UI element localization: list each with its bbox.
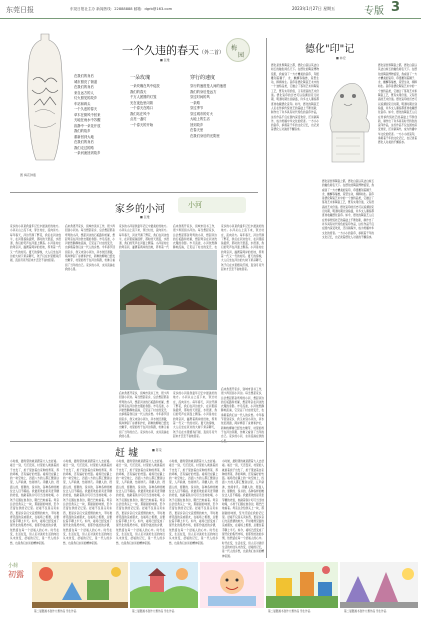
divider xyxy=(10,192,258,193)
divider xyxy=(10,441,264,442)
river-para-4: 后来我离开家乡，到城市读书工作，很少再回到小河边。每当想起家乡，总会想起那条弯弯的小河，想起河边的石板路和老屋，想起母亲在河边洗衣服的身影。岁月流逝，小河依然静静地流淌，它见证了村庄的变迁，也 xyxy=(173,225,217,250)
kids-label-a: 小荷 xyxy=(8,563,19,569)
poem-line: 在我们身后的光阴里 xyxy=(190,133,220,138)
badge-line2: 园 xyxy=(238,52,245,59)
poem-line: 穿过季节 xyxy=(190,106,204,110)
seal-text-1: 德化是世界陶瓷之都，德化白瓷以其洁白如玉的釉色闻名天下。在德化的陶瓷博物馆里，我看到了一方方精美的瓷印，印纽雕刻着狮子、龙、麒麟等瑞兽，造型生动，栩栩如生。瓷印是德化陶瓷艺术中的一个独特品类，它融合了篆刻艺术和陶瓷工艺，既有实用价值，又有很高的艺术价值。德化瓷印的历史可以追溯到宋元时期，明清时期达到鼎盛，许多文人墨客都喜欢收藏德化瓷印。如今，德化的陶瓷艺人们在传承传统技艺的基础上不断创新，制作出了许多具有时代特色的瓷印作品，这些作品不仅在国内深受欢迎，还远销海外，成为传播中华文化的使者。一方小小的瓷印，承载着千年的文化记忆，也记录着德化人对美的不懈追求。 xyxy=(271,64,319,132)
river-para-3: 家乡的小河是我童年记忆中最美好的地方。小河从山上流下来，穿过村庄，流向远方。每年春天，河边开满了野花，我们在河边放牛，在河里摸鱼捉虾，那时的天很蓝，水很清，我们的笑声在河面上飘荡。小河是村庄的母亲河，灌溉着两岸的田地，养育着一代 xyxy=(119,225,169,250)
poem-line: 一朵玫瑰在风中绽放 xyxy=(130,84,160,88)
seal-text-2: 德化是世界陶瓷之都，德化白瓷以其洁白如玉的釉色闻名天下。在德化的陶瓷博物馆里，我看到了一方方精美的瓷印，印纽雕刻着狮子、龙、麒麟等瑞兽，造型生动，栩栩如生。瓷印是德化陶瓷艺术中的一个独特品类，它融合了篆刻艺术和陶瓷工艺，既有实用价值，又有很高的艺术价值。德化瓷印的历史可以追溯到宋元时期，明清时期达到鼎盛，许多文人墨客都喜欢收藏德化瓷印。如今，德化的陶瓷艺人们在传承传统技艺的基础上不断创新，制作出了许多具有时代特色的瓷印作品，这些作品不仅在国内深受欢迎，还远销海外，成为传播中华文化的使者。一方小小的瓷印，承载着千年的文化记忆，也记录着德化人对美的不懈追求。 xyxy=(322,180,374,239)
poem-line: 天地在雨水中苏醒 xyxy=(74,118,101,122)
poem-line: 重新回到大地 xyxy=(74,134,94,139)
poem-col3-title: 穿行的速度 xyxy=(190,75,216,81)
poem-line: 在春天里 xyxy=(190,128,204,132)
header-date: 2023年1月27日 星期五 xyxy=(292,6,336,11)
poem-main-title-text: 一个久违的春天 xyxy=(122,44,199,57)
kids-caption: 第二届图画书创作大赛作品 学生作品 xyxy=(268,610,311,613)
seal-text-3: 德化是世界陶瓷之都，德化白瓷以其洁白如玉的釉色闻名天下。在德化的陶瓷博物馆里，我看到了一方方精美的瓷印，印纽雕刻着狮子、龙、麒麟等瑞兽，造型生动，栩栩如生。瓷印是德化陶瓷艺术中的一个独特品类，它融合了篆刻艺术和陶瓷工艺，既有实用价值，又有很高的艺术价值。德化瓷印的历史可以追溯到宋元时期，明清时期达到鼎盛，许多文人墨客都喜欢收藏德化瓷印。如今，德化的陶瓷艺人们在传承传统技艺的基础上不断创新，制作出了许多具有时代特色的瓷印作品，这些作品不仅在国内深受欢迎，还远销海外，成为传播中华文化的使者。一方小小的瓷印，承载着千年的文化记忆，也记录着德化人对美的不懈追求。 xyxy=(378,64,417,145)
poem-line: 城市照亮了街道 xyxy=(74,79,98,84)
kids-drawing xyxy=(32,562,128,608)
market-text-3: 小时候，最盼望的就是跟着大人去赶墟。墟日一到，天还没亮，村里的人就挑着担子出发了，担子里装着自家种的青菜、养的鸡鸭，还有编好的竹篮。墟场设在镇上的一块空地上，四面八方的人都汇聚到这里，人声鼎沸，热闹非凡。卖糖人的、捏面人的、耍猴的、说书的，各种各样的摊位让人目不暇接。我最喜欢的是卖麦芽糖的老伯，他敲着铁片叮叮当当地吆喝，小孩子们围在他身边，眼巴巴地看着。母亲总会给我买上一块，那甜甜的味道，至今还留在我的记忆里。赶墟不仅是买卖东西，更是乡亲们交流感情的地方，平时难得见面的亲戚朋友，在墟场上相遇，总要拉着手聊上半天。如今，墟场已经变成了现代化的集贸市场，但那份浓浓的乡情，依然留在每一个赶墟人的心中。时代在变，生活在变，但人们对美好生活的向往从未改变，赶墟的记忆，是一代人的乡愁，也是我们永远的精神家园。 xyxy=(116,460,165,545)
poem-col2 xyxy=(130,84,182,128)
page-header xyxy=(0,0,421,19)
kids-drawing xyxy=(340,562,418,608)
poem-main-title-suffix: （外二首） xyxy=(199,50,225,56)
poem-col3 xyxy=(190,84,252,139)
river-stamp-text: 小河 xyxy=(188,201,202,209)
seal-photo xyxy=(322,66,374,176)
kids-drawing xyxy=(266,562,338,608)
badge-line1: 梅 xyxy=(231,45,238,52)
kids-caption: 第二届图画书创作大赛作品 学生作品 xyxy=(132,610,175,613)
poem-line: 草木在微风中回来 xyxy=(74,112,101,117)
river-photo xyxy=(120,250,217,390)
poem-line: 在我们的身后 xyxy=(74,140,94,144)
poem-line: 千万人团圆的灯笼 xyxy=(130,95,157,99)
poem-line: 来自远方的人 xyxy=(74,90,94,95)
poem-line: 在我们的身后 xyxy=(74,85,94,89)
kids-label xyxy=(8,562,28,606)
poem-line: 点亮一盏灯 xyxy=(130,117,147,121)
vase-image xyxy=(26,30,64,170)
kids-label-b: 初露 xyxy=(8,570,24,579)
poem-main-title xyxy=(122,42,224,58)
poem-line: 灯火照见的故乡 xyxy=(74,96,98,100)
poem-line: 光在夜色里闪烁 xyxy=(130,100,154,105)
vase-caption: 图 梅花钟瓶 xyxy=(20,173,36,177)
page-number: 3 xyxy=(391,0,401,15)
poem-line: 一条河流回到故乡 xyxy=(74,151,101,155)
market-text-2: 小时候，最盼望的就是跟着大人去赶墟。墟日一到，天还没亮，村里的人就挑着担子出发了，担子里装着自家种的青菜、养的鸡鸭，还有编好的竹篮。墟场设在镇上的一块空地上，四面八方的人都汇聚到这里，人声鼎沸，热闹非凡。卖糖人的、捏面人的、耍猴的、说书的，各种各样的摊位让人目不暇接。我最喜欢的是卖麦芽糖的老伯，他敲着铁片叮叮当当地吆喝，小孩子们围在他身边，眼巴巴地看着。母亲总会给我买上一块，那甜甜的味道，至今还留在我的记忆里。赶墟不仅是买卖东西，更是乡亲们交流感情的地方，平时难得见面的亲戚朋友，在墟场上相遇，总要拉着手聊上半天。如今，墟场已经变成了现代化的集贸市场，但那份浓浓的乡情，依然留在每一个赶墟人的心中。时代在变，生活在变，但人们对美好生活的向往从未改变，赶墟的记忆，是一代人的乡愁，也是我们永远的精神家园。 xyxy=(63,460,112,545)
poem-line: 穿过时间的风 xyxy=(190,95,210,99)
poem-line: 我们的春天 xyxy=(130,89,147,94)
river-para-5: 家乡的小河是我童年记忆中最美好的地方。小河从山上流下来，穿过村庄，流向远方。每年春天，河边开满了野花，我们在河边放牛，在河里摸鱼捉虾，那时的天很蓝，水很清，我们的笑声在河面上飘荡。小河是村庄的母亲河，灌溉着两岸的田地，养育着一代又一代的村民。夏天的傍晚，大人们坐在河边的大树下乘凉聊天，孩子们在水里嬉戏打闹，直到月亮升起来才恋恋不舍地回家。 xyxy=(221,225,264,271)
masthead: 东莞日报 xyxy=(6,6,34,14)
column-divider xyxy=(266,38,267,558)
header-info: 东莞日报社主办 新闻热线：22888888 邮箱：dgrb@163.com xyxy=(70,7,173,11)
poem-line: 在我们的身后 xyxy=(74,74,94,78)
poem-line: 回到故乡 xyxy=(190,122,204,127)
river-para-2: 后来我离开家乡，到城市读书工作，很少再回到小河边。每当想起家乡，总会想起那条弯弯的小河，想起河边的石板路和老屋，想起母亲在河边洗衣服的身影。岁月流逝，小河依然静静地流淌，它见证了村庄的变迁，也承载着我们这一代人的乡愁。今年春节回到家乡，我又来到小河边，河水依旧清澈，两岸修起了步道和护栏，新种的柳树已经发出嫩芽，村里的孩子在河边奔跑，仿佛又看到了当年的自己。家乡的小河，永远流淌在我的心里。 xyxy=(65,225,115,271)
poem-line: 我们的故乡 xyxy=(74,129,91,133)
poem-author: ■ 张维 xyxy=(160,58,170,62)
kids-drawing xyxy=(130,562,198,608)
market-title: 赶 墟 xyxy=(115,448,139,459)
market-text-4: 小时候，最盼望的就是跟着大人去赶墟。墟日一到，天还没亮，村里的人就挑着担子出发了，担子里装着自家种的青菜、养的鸡鸭，还有编好的竹篮。墟场设在镇上的一块空地上，四面八方的人都汇聚到这里，人声鼎沸，热闹非凡。卖糖人的、捏面人的、耍猴的、说书的，各种各样的摊位让人目不暇接。我最喜欢的是卖麦芽糖的老伯，他敲着铁片叮叮当当地吆喝，小孩子们围在他身边，眼巴巴地看着。母亲总会给我买上一块，那甜甜的味道，至今还留在我的记忆里。赶墟不仅是买卖东西，更是乡亲们交流感情的地方，平时难得见面的亲戚朋友，在墟场上相遇，总要拉着手聊上半天。如今，墟场已经变成了现代化的集贸市场，但那份浓浓的乡情，依然留在每一个赶墟人的心中。时代在变，生活在变，但人们对美好生活的向往从未改变，赶墟的记忆，是一代人的乡愁，也是我们永远的精神家园。 xyxy=(169,460,218,545)
poem-line: 我们的身后是远方 xyxy=(190,89,217,94)
poem-line: 穿过城市的灯火 xyxy=(190,111,214,116)
kids-caption: 第二届图画书创作大赛作品 学生作品 xyxy=(34,610,77,613)
river-para-6: 后来我离开家乡，到城市读书工作，很少再回到小河边。每当想起家乡，总会想起那条弯弯的小河，想起河边的石板路和老屋，想起母亲在河边洗衣服的身影。岁月流逝，小河依然静静地流淌，它见证了村庄的变迁，也承载着我们这一代人的乡愁。今年春节回到家乡，我又来到小河边，河水依旧清澈，两岸修起了步道和护栏，新种的柳树已经发出嫩芽，村里的孩子在河边奔跑，仿佛又看到了当年的自己。家乡的小河，永远流淌在我的心里。 xyxy=(119,392,169,438)
kids-caption: 第二届图画书创作大赛作品 学生作品 xyxy=(344,610,387,613)
river-author: ■ 张维 xyxy=(140,215,150,219)
poem-left-column xyxy=(74,74,124,157)
river-para-8: 后来我离开家乡，到城市读书工作，很少再回到小河边。每当想起家乡，总会想起那条弯弯的小河，想起河边的石板路和老屋，想起母亲在河边洗衣服的身影。岁月流逝，小河依然静静地流淌，它见证了村庄的变迁，也承载着我们这一代人的乡愁。今年春节回到家乡，我又来到小河边，河水依旧清澈，两岸修起了步道和护栏，新种的柳树已经发出嫩芽，村里的孩子在河边奔跑，仿佛又看到了当年的自己。家乡的小河，永远流淌在我的心里。 xyxy=(221,388,264,443)
plum-badge xyxy=(226,38,250,62)
river-para-1: 家乡的小河是我童年记忆中最美好的地方。小河从山上流下来，穿过村庄，流向远方。每年春天，河边开满了野花，我们在河边放牛，在河里摸鱼捉虾，那时的天很蓝，水很清，我们的笑声在河面上飘荡。小河是村庄的母亲河，灌溉着两岸的田地，养育着一代又一代的村民。夏天的傍晚，大人们坐在河边的大树下乘凉聊天，孩子们在水里嬉戏打闹，直到月亮升起来才恋恋不舍地回家。 xyxy=(10,225,61,263)
poem-line: 一个春天的开始 xyxy=(130,122,154,127)
seal-title: 德化"印"记 xyxy=(305,44,355,55)
poem-line: 我们站在风中 xyxy=(130,111,150,116)
poem-line: 车站和码头 xyxy=(74,101,91,106)
market-author: ■ 陈景 xyxy=(152,448,162,452)
market-text-5: 小时候，最盼望的就是跟着大人去赶墟。墟日一到，天还没亮，村里的人就挑着担子出发了，担子里装着自家种的青菜、养的鸡鸭，还有编好的竹篮。墟场设在镇上的一块空地上，四面八方的人都汇聚到这里，人声鼎沸，热闹非凡。卖糖人的、捏面人的、耍猴的、说书的，各种各样的摊位让人目不暇接。我最喜欢的是卖麦芽糖的老伯，他敲着铁片叮叮当当地吆喝，小孩子们围在他身边，眼巴巴地看着。母亲总会给我买上一块，那甜甜的味道，至今还留在我的记忆里。赶墟不仅是买卖东西，更是乡亲们交流感情的地方，平时难得见面的亲戚朋友，在墟场上相遇，总要拉着手聊上半天。如今，墟场已经变成了现代化的集贸市场，但那份浓浓的乡情，依然留在每一个赶墟人的心中。时代在变，生活在变，但人们对美好生活的向往从未改变，赶墟的记忆，是一代人的乡愁，也是我们永远的精神家园。 xyxy=(222,460,264,558)
river-title: 家乡的小河 xyxy=(115,204,165,215)
poem-line: 我们走过的路 xyxy=(74,145,94,150)
poem-line: 一条路 xyxy=(190,100,200,105)
poem-line: 穿行的速度是人间的速度 xyxy=(190,84,227,88)
market-text-1: 小时候，最盼望的就是跟着大人去赶墟。墟日一到，天还没亮，村里的人就挑着担子出发了，担子里装着自家种的青菜、养的鸡鸭，还有编好的竹篮。墟场设在镇上的一块空地上，四面八方的人都汇聚到这里，人声鼎沸，热闹非凡。卖糖人的、捏面人的、耍猴的、说书的，各种各样的摊位让人目不暇接。我最喜欢的是卖麦芽糖的老伯，他敲着铁片叮叮当当地吆喝，小孩子们围在他身边，眼巴巴地看着。母亲总会给我买上一块，那甜甜的味道，至今还留在我的记忆里。赶墟不仅是买卖东西，更是乡亲们交流感情的地方，平时难得见面的亲戚朋友，在墟场上相遇，总要拉着手聊上半天。如今，墟场已经变成了现代化的集贸市场，但那份浓浓的乡情，依然留在每一个赶墟人的心中。时代在变，生活在变，但人们对美好生活的向往从未改变，赶墟的记忆，是一代人的乡愁，也是我们永远的精神家园。 xyxy=(10,460,59,545)
poem-line: 一个春天在路口 xyxy=(130,106,154,110)
poem-col2-title: 一朵玫瑰 xyxy=(130,75,151,81)
river-para-7: 家乡的小河是我童年记忆中最美好的地方。小河从山上流下来，穿过村庄，流向远方。每年春天，河边开满了野花，我们在河边放牛，在河里摸鱼捉虾，那时的天很蓝，水很清，我们的笑声在河面上飘荡。小河是村庄的母亲河，灌溉着两岸的田地，养育着一代又一代的村民。夏天的傍晚，大人们坐在河边的大树下乘凉聊天，孩子们在水里嬉戏打闹，直到月亮升起来才恋恋不舍地回家。 xyxy=(173,392,217,438)
seal-author: ■ 林宏 xyxy=(336,56,346,60)
river-stamp xyxy=(178,197,246,213)
section-name: 专版 xyxy=(364,6,384,17)
kids-drawing xyxy=(200,562,264,608)
poem-line: 一个久违的春天 xyxy=(74,107,98,111)
poem-line: 大地上的生活 xyxy=(190,117,210,121)
poem-line: 寂静中一朵花开放 xyxy=(74,123,101,128)
